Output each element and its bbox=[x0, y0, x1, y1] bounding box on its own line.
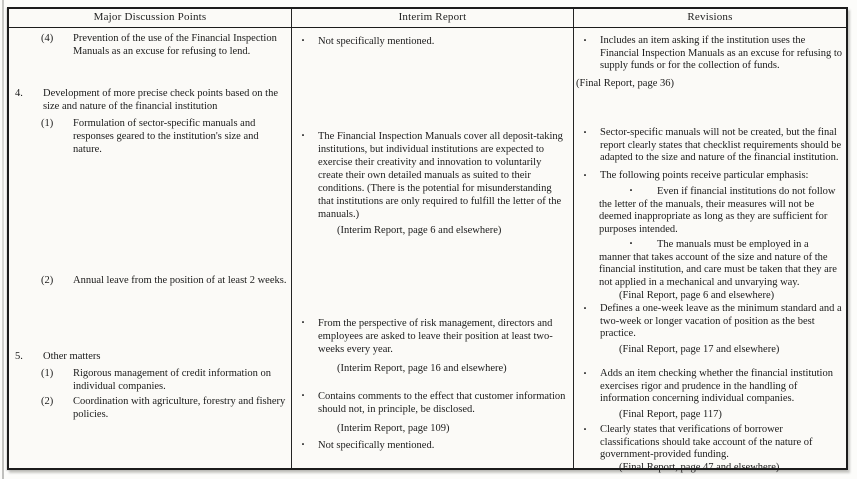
citation bbox=[574, 344, 842, 357]
item-text: (Final Report, page 17 and elsewhere) bbox=[619, 344, 780, 355]
bullet-icon: · bbox=[583, 366, 588, 380]
item-number: 4. bbox=[15, 88, 23, 99]
bullet-icon: · bbox=[583, 422, 588, 436]
bullet-icon: · bbox=[629, 183, 634, 197]
item-text: (Final Report, page 36) bbox=[576, 78, 674, 89]
item-text: (Interim Report, page 16 and elsewhere) bbox=[337, 363, 507, 374]
item-text: Not specifically mentioned. bbox=[318, 36, 435, 47]
item-text: (Final Report, page 117) bbox=[619, 409, 722, 420]
item-text: From the perspective of risk management, directors and employees are asked to leave their position at least two-weeks every year. bbox=[318, 318, 553, 355]
citation bbox=[574, 290, 842, 303]
column-interim-report bbox=[292, 28, 574, 468]
emphasis-point bbox=[574, 237, 842, 289]
item-number: (2) bbox=[41, 396, 54, 407]
citation bbox=[292, 422, 569, 435]
report-note bbox=[292, 317, 569, 356]
bullet-icon: · bbox=[583, 168, 588, 182]
column-header-major-discussion-points: Major Discussion Points bbox=[9, 9, 292, 27]
item-text: Contains comments to the effect that customer information should not, in principle, be disclosed. bbox=[318, 391, 566, 415]
item-text: Coordination with agriculture, forestry and fishery policies. bbox=[73, 396, 286, 420]
discussion-item bbox=[9, 367, 287, 393]
report-note bbox=[292, 439, 569, 452]
discussion-item bbox=[9, 274, 287, 287]
item-text: Prevention of the use of the Financial Inspection Manuals as an excuse for refusing to lend. bbox=[73, 33, 277, 57]
item-text: (Final Report, page 47 and elsewhere) bbox=[619, 462, 780, 473]
discussion-item bbox=[9, 350, 287, 363]
report-note bbox=[292, 390, 569, 416]
item-text: (Interim Report, page 109) bbox=[337, 423, 450, 434]
bullet-icon: · bbox=[583, 301, 588, 315]
item-text: Annual leave from the position of at least 2 weeks. bbox=[73, 275, 287, 286]
bullet-icon: · bbox=[301, 315, 306, 329]
item-text: Development of more precise check points based on the size and nature of the financial institution bbox=[43, 88, 279, 112]
report-note bbox=[574, 303, 842, 341]
bullet-icon: · bbox=[301, 128, 306, 142]
item-number: (1) bbox=[41, 368, 54, 379]
column-revisions bbox=[574, 28, 846, 473]
item-text: Rigorous management of credit information on individual companies. bbox=[73, 368, 271, 392]
column-header-revisions: Revisions bbox=[687, 11, 733, 23]
item-number: (1) bbox=[41, 118, 54, 129]
bullet-icon: · bbox=[583, 33, 588, 47]
discussion-item bbox=[9, 87, 287, 113]
comparison-table bbox=[7, 7, 848, 473]
bullet-icon: · bbox=[629, 236, 634, 250]
discussion-item bbox=[9, 32, 287, 58]
column-major-discussion-points bbox=[9, 28, 292, 468]
item-text: Sector-specific manuals will not be created, but the final report clearly states that checklist requirements should be adapted to the size and nature of the financial institution. bbox=[600, 127, 842, 163]
bullet-icon: · bbox=[301, 388, 306, 402]
item-text: Clearly states that verifications of borrower classifications should take account of the nature of government-provided funding. bbox=[600, 424, 813, 460]
item-text: Even if financial institutions do not follow the letter of the manuals, their measures will not be deemed inappropriate as long as they are sufficient for purposes intended. bbox=[599, 186, 836, 235]
item-text: (Final Report, page 6 and elsewhere) bbox=[619, 290, 775, 301]
citation bbox=[292, 362, 569, 375]
report-note bbox=[574, 127, 842, 165]
citation bbox=[574, 462, 842, 475]
item-text: Formulation of sector-specific manuals and responses geared to the institution's size and nature. bbox=[73, 118, 259, 155]
item-number: 5. bbox=[15, 351, 23, 362]
report-note bbox=[574, 35, 842, 73]
report-note bbox=[292, 130, 569, 221]
table-body-row bbox=[9, 28, 846, 473]
item-text: Includes an item asking if the institution uses the Financial Inspection Manuals as an excuse for refusing to supply funds or for the collection of funds. bbox=[600, 35, 843, 71]
item-text: Defines a one-week leave as the minimum standard and a two-week or longer vacation of position as the best practice. bbox=[600, 303, 842, 339]
column-header-interim-report: Interim Report bbox=[292, 9, 574, 27]
item-number: (4) bbox=[41, 33, 54, 44]
item-text: The following points receive particular emphasis: bbox=[600, 170, 809, 181]
citation bbox=[574, 78, 842, 91]
report-note bbox=[574, 368, 842, 406]
item-text: The manuals must be employed in a manner that takes account of the size and nature of the financial institution, and care must be taken that they are not applied in a mechanical and unvarying way. bbox=[599, 239, 837, 288]
emphasis-point bbox=[574, 184, 842, 236]
discussion-item bbox=[9, 117, 287, 156]
report-note bbox=[574, 424, 842, 462]
citation bbox=[574, 409, 842, 422]
report-note bbox=[292, 35, 569, 48]
item-number: (2) bbox=[41, 275, 54, 286]
discussion-item bbox=[9, 395, 287, 421]
bullet-icon: · bbox=[583, 125, 588, 139]
citation bbox=[292, 224, 569, 237]
item-text: Adds an item checking whether the financial institution exercises rigor and prudence in the handling of information concerning individual companies. bbox=[600, 368, 833, 404]
bullet-icon: · bbox=[301, 437, 306, 451]
table-header-row bbox=[9, 9, 846, 28]
item-text: The Financial Inspection Manuals cover all deposit-taking institutions, but individual institutions are expected to exercise their creativity and innovation to voluntarily create their own detailed manuals as suited to their conditions. (There is the potential for misunderstanding that institutions are only required to fulfill the letter of the manuals.) bbox=[318, 131, 563, 220]
item-text: (Interim Report, page 6 and elsewhere) bbox=[337, 225, 502, 236]
bullet-icon: · bbox=[301, 33, 306, 47]
report-note bbox=[574, 170, 842, 183]
item-text: Not specifically mentioned. bbox=[318, 440, 435, 451]
item-text: Other matters bbox=[43, 351, 101, 362]
